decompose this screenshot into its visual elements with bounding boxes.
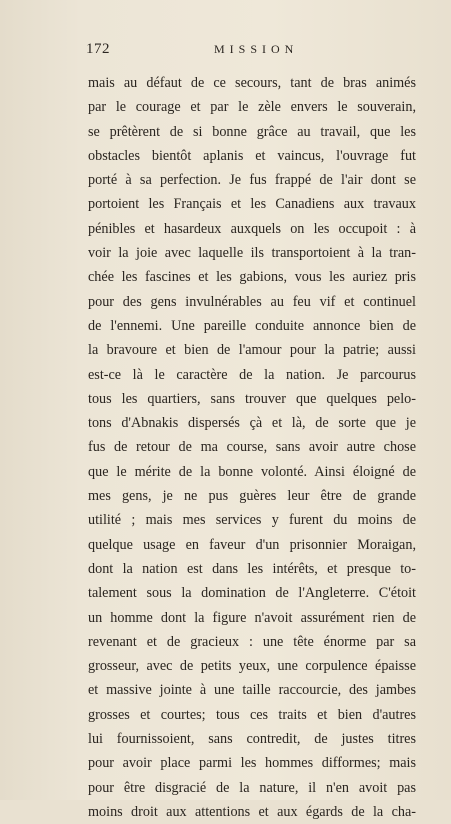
text-line: porté à sa perfection. Je fus frappé de l'air dont se [88,172,416,189]
text-line: pour être disgracié de la nature, il n'en avoit pas [88,779,416,796]
text-line: pour avoir place parmi les hommes difformes; mais [88,755,416,772]
text-line: grosses et courtes; tous ces traits et bien d'autres [88,706,416,723]
text-line: obstacles bientôt aplanis et vaincus, l'ouvrage fut [88,147,416,164]
text-line: talement sous la domination de l'Angleterre. C'étoit [88,585,416,602]
text-line: quelque usage en faveur d'un prisonnier Moraigan, [88,536,416,553]
text-line: revenant et de gracieux : une tête énorme par sa [88,633,416,650]
text-line: que le mérite de la bonne volonté. Ainsi éloigné de [88,463,416,480]
body-text [88,71,416,824]
page-number: 172 [86,41,110,57]
text-line: moins droit aux attentions et aux égards de la cha- [88,803,416,820]
text-line: la bravoure et bien de l'amour pour la patrie; aussi [88,342,416,359]
text-line: mes gens, je ne pus guères leur être de grande [88,488,416,505]
text-line: un homme dont la figure n'avoit assurément rien de [88,609,416,626]
text-line: de l'ennemi. Une pareille conduite annonce bien de [88,317,416,334]
text-line: pour des gens invulnérables au feu vif et continuel [88,293,416,310]
text-line: fus de retour de ma course, sans avoir autre chose [88,439,416,456]
text-line: par le courage et par le zèle envers le souverain, [88,99,416,116]
text-line: portoient les Français et les Canadiens aux travaux [88,196,416,213]
text-line: voir la joie avec laquelle ils transportoient à la tran- [88,245,416,262]
text-line: utilité ; mais mes services y furent du moins de [88,512,416,529]
text-line: tous les quartiers, sans trouver que quelques pelo- [88,390,416,407]
text-line: est-ce là le caractère de la nation. Je parcourus [88,366,416,383]
text-line: grosseur, avec de petits yeux, une corpulence épaisse [88,658,416,675]
text-line: dont la nation est dans les intérêts, et presque to- [88,560,416,577]
text-line: et massive jointe à une taille raccourcie, des jambes [88,682,416,699]
running-title: MISSION [214,42,299,56]
page-header [86,41,395,61]
text-line: chée les fascines et les gabions, vous les auriez pris [88,269,416,286]
text-line: pénibles et hasardeux auxquels on les occupoit : à [88,220,416,237]
text-line: tons d'Abnakis dispersés çà et là, de sorte que je [88,415,416,432]
text-line: mais au défaut de ce secours, tant de bras animés [88,75,416,91]
text-line: lui fournissoient, sans contredit, de justes titres [88,731,416,748]
text-line: se prêtèrent de si bonne grâce au travail, que les [88,123,416,140]
